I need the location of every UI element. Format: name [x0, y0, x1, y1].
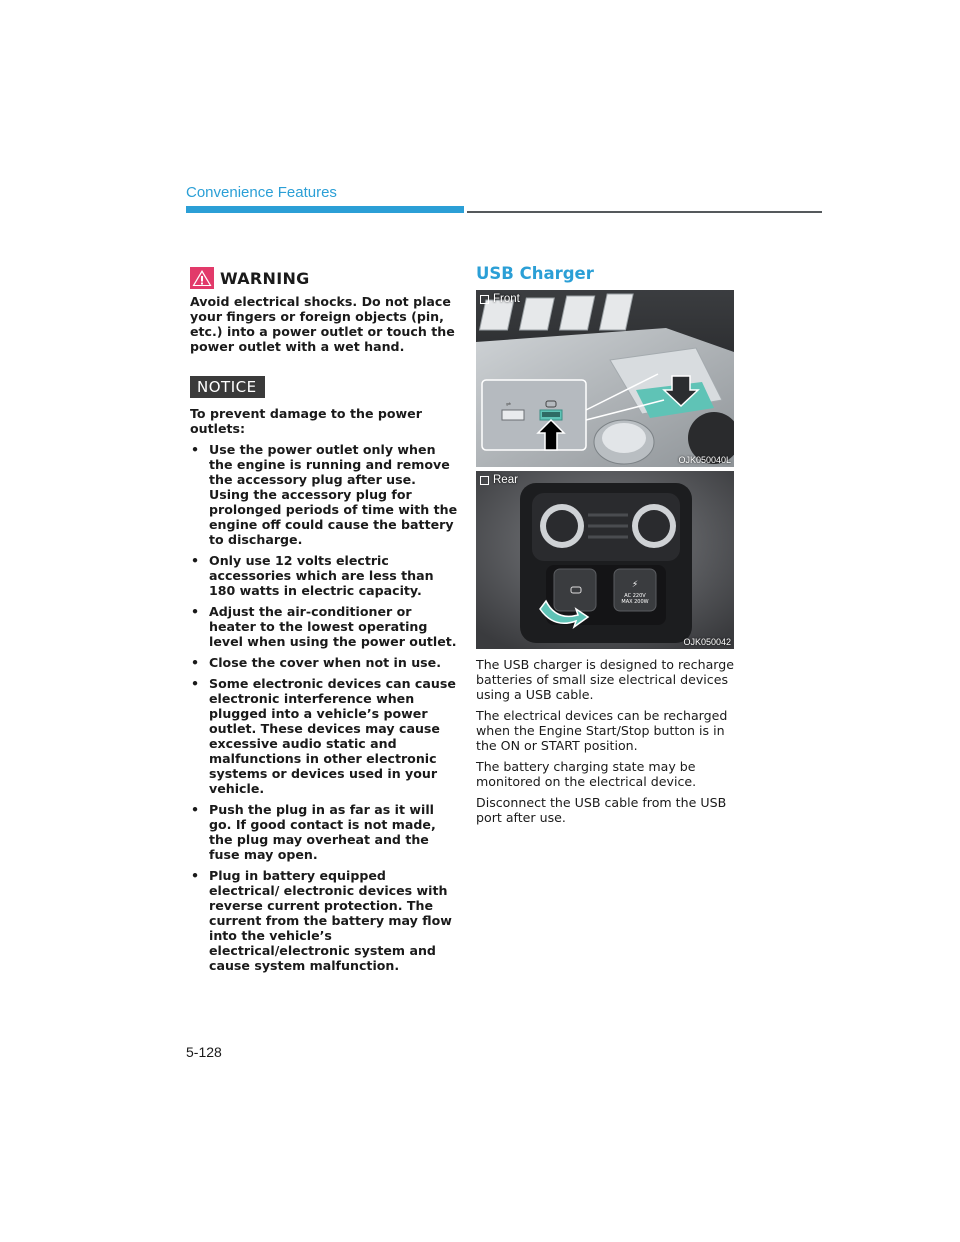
figure-tag-front: Front [480, 293, 520, 305]
bullet-icon: • [191, 802, 200, 817]
paragraph: The electrical devices can be recharged when the Engine Start/Stop button is in the ON or START position. [476, 708, 728, 753]
svg-text:AC 220V: AC 220V [624, 593, 646, 599]
list-item: • Only use 12 volts electric accessories which are less than 180 watts in electric capacity. [191, 553, 434, 598]
svg-text:MAX 200W: MAX 200W [621, 599, 649, 605]
bullet-icon: • [191, 676, 200, 691]
notice-list [190, 442, 458, 973]
list-item: • Plug in battery equipped electrical/ electronic devices with reverse current protection. The current from the battery may flow into the vehicle’s electrical/electronic system and cause system malfunction. [191, 868, 452, 973]
section-title: Convenience Features [186, 184, 337, 201]
checkbox-square-icon [480, 295, 489, 304]
header-rule-accent [186, 206, 464, 213]
front-console-illustration [476, 290, 734, 467]
warning-text: Avoid electrical shocks. Do not place your fingers or foreign objects (pin, etc.) into a power outlet or touch the power outlet with a wet hand. [190, 294, 455, 354]
bullet-icon: • [191, 604, 200, 619]
usb-description [476, 657, 734, 825]
paragraph: The battery charging state may be monitored on the electrical device. [476, 759, 697, 789]
list-item: • Push the plug in as far as it will go. If good contact is not made, the plug may overheat and the fuse may open. [191, 802, 436, 862]
warning-triangle-icon [190, 267, 214, 289]
list-item: • Some electronic devices can cause electronic interference when plugged into a vehicle’s power outlet. These devices may cause excessive audio static and malfunctions in other electronic systems or devices used in your vehicle. [191, 676, 456, 796]
bullet-icon: • [191, 553, 200, 568]
list-item: • Use the power outlet only when the engine is running and remove the accessory plug after use. Using the accessory plug for prolonged periods of time with the engine off could cause the battery to discharge. [191, 442, 458, 547]
notice-intro: To prevent damage to the power outlets: [190, 406, 422, 436]
notice-badge: NOTICE [190, 376, 265, 398]
page-number: 5-128 [186, 1044, 222, 1060]
paragraph: Disconnect the USB cable from the USB port after use. [476, 795, 727, 825]
figure-rear-usb [476, 471, 734, 649]
right-column [476, 264, 734, 831]
rear-console-illustration [476, 471, 734, 649]
list-item: • Adjust the air-conditioner or heater to the lowest operating level when using the power outlet. [191, 604, 457, 649]
checkbox-square-icon [480, 476, 489, 485]
svg-text:⚡: ⚡ [631, 580, 639, 590]
bullet-icon: • [191, 868, 200, 883]
paragraph: The USB charger is designed to recharge batteries of small size electrical devices using a USB cable. [476, 657, 734, 702]
svg-text:⇌: ⇌ [506, 401, 512, 408]
warning-heading [190, 266, 458, 290]
figure-front-usb [476, 290, 734, 467]
left-column [190, 266, 458, 979]
figure-code: OJK050040L [678, 455, 731, 465]
figure-code: OJK050042 [683, 637, 731, 647]
bullet-icon: • [191, 655, 200, 670]
usb-charger-title: USB Charger [476, 264, 594, 283]
header-rule [467, 211, 822, 213]
figure-tag-rear: Rear [480, 474, 518, 486]
warning-title: WARNING [220, 268, 310, 288]
bullet-icon: • [191, 442, 200, 457]
list-item: • Close the cover when not in use. [191, 655, 441, 670]
